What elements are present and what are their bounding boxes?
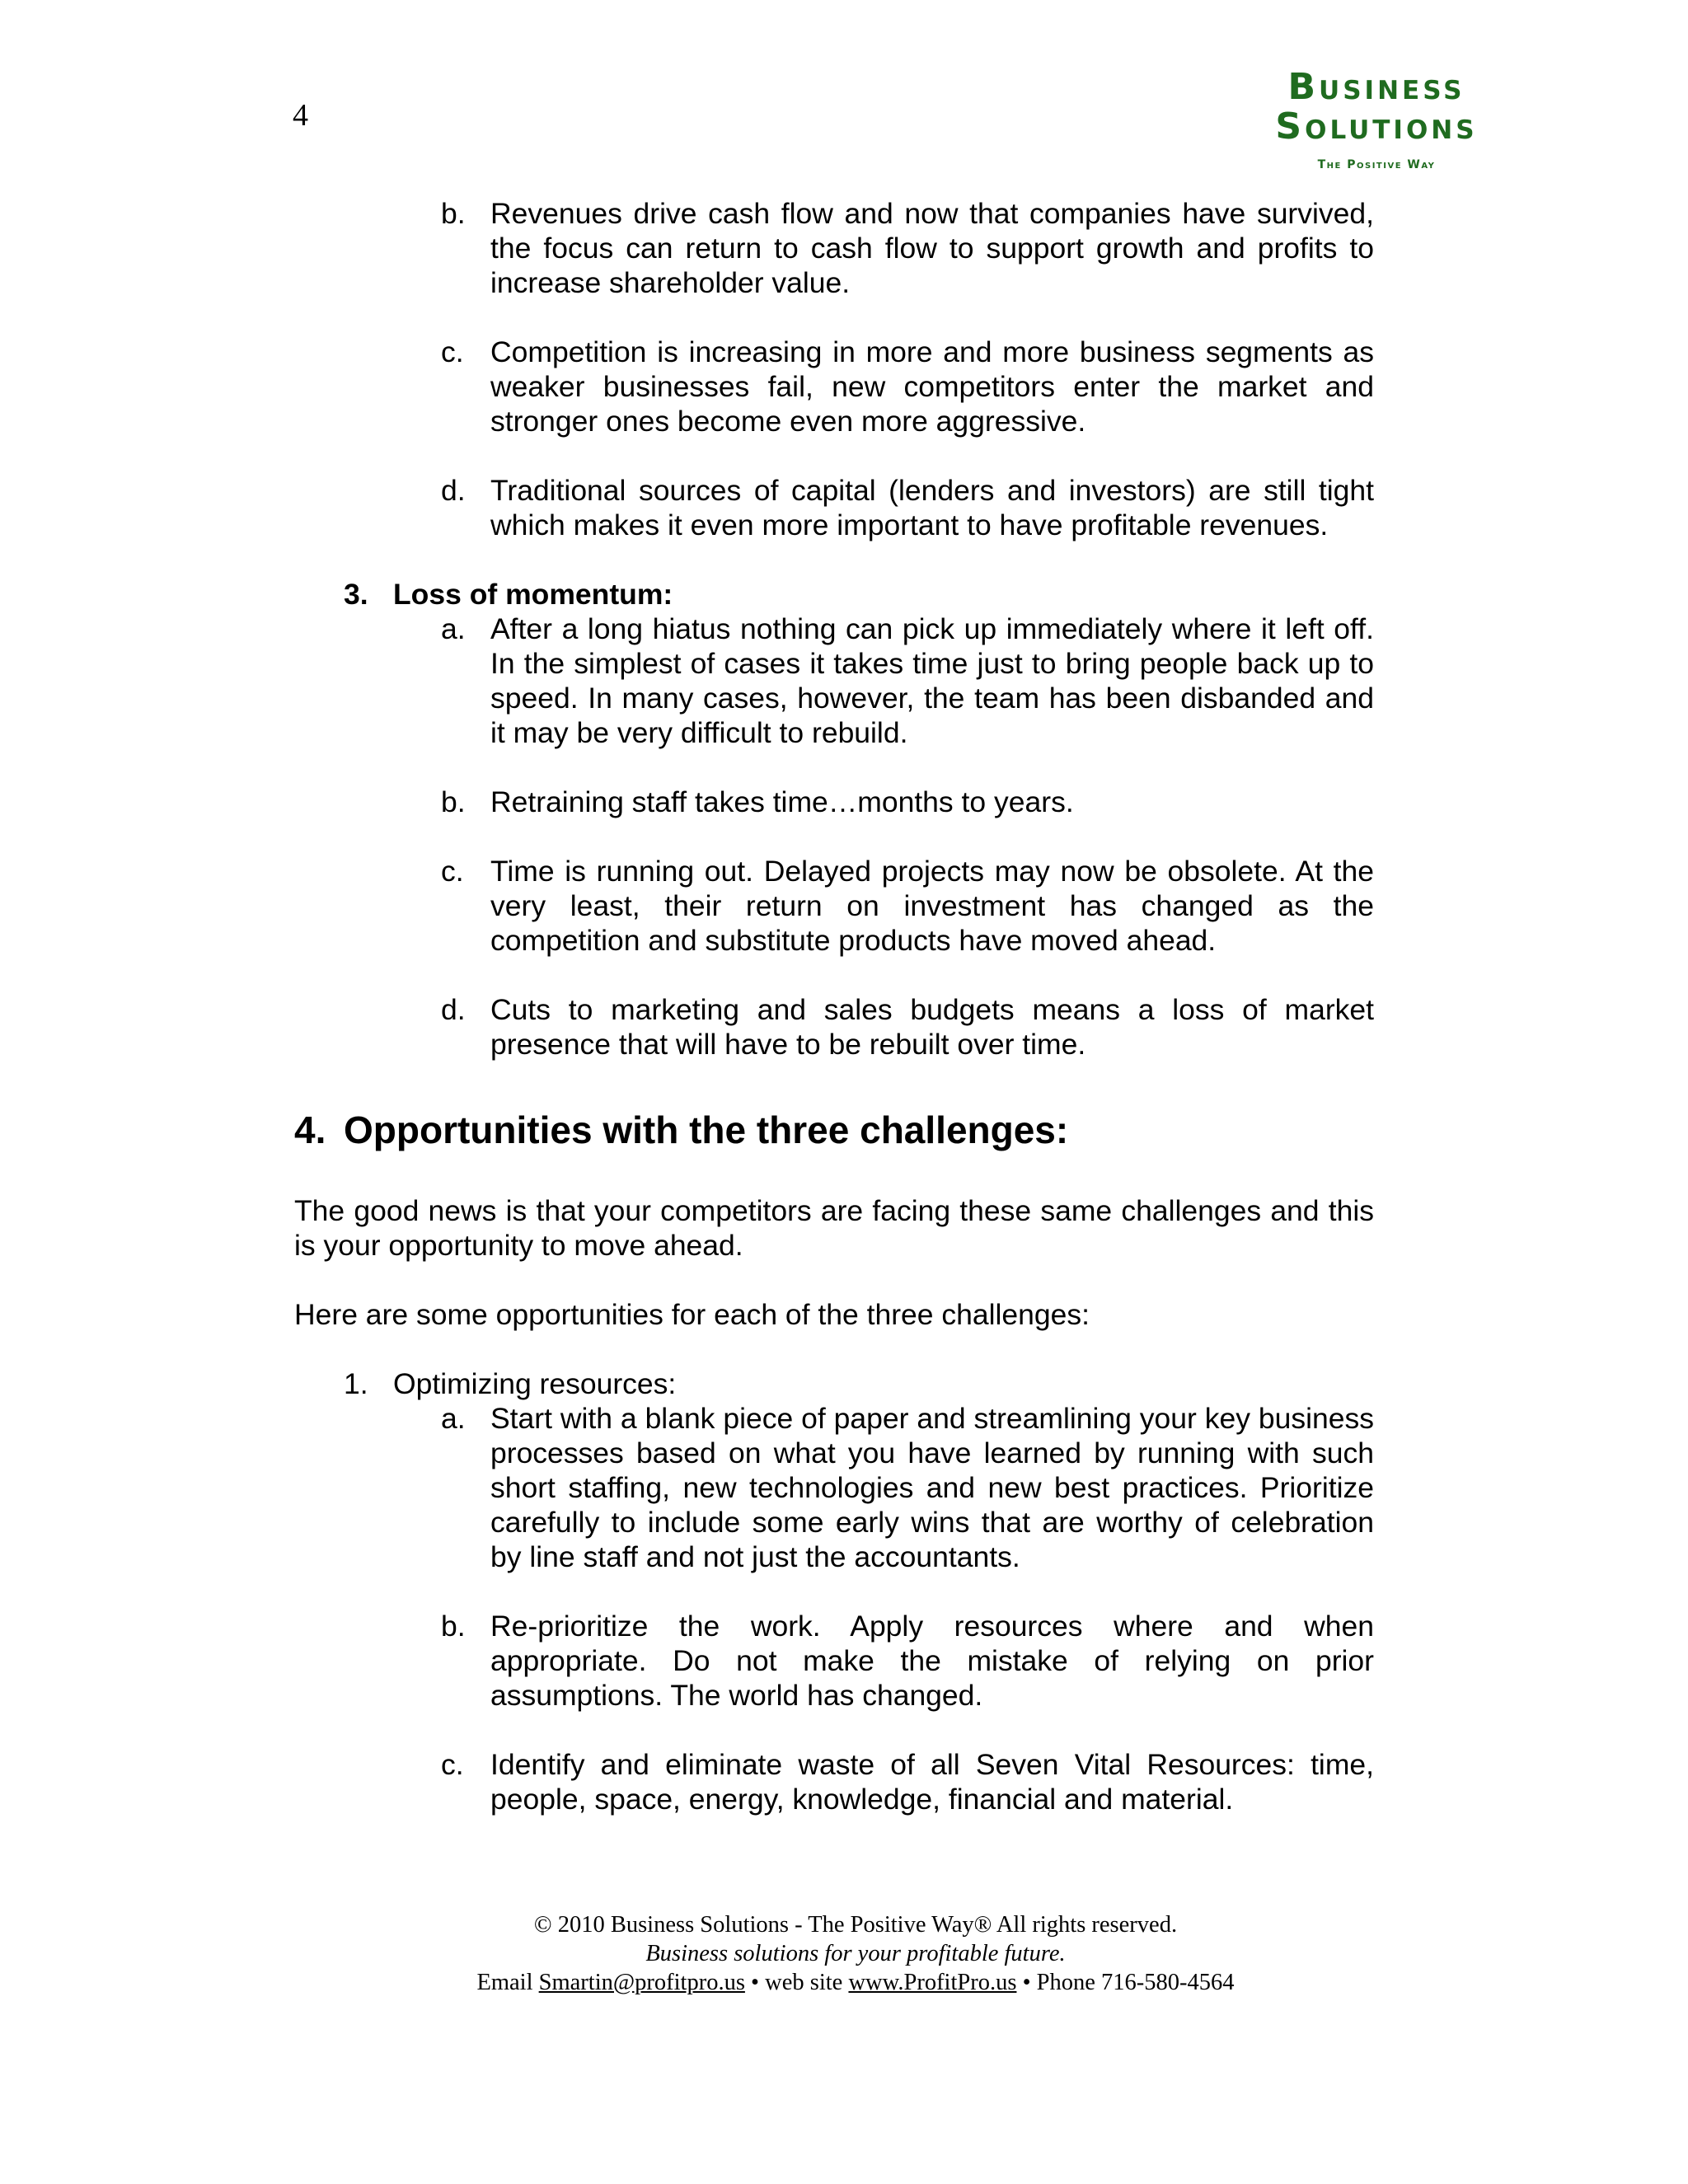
list-title: Optimizing resources: bbox=[393, 1367, 677, 1400]
top-list bbox=[294, 196, 1374, 542]
item-label: d. bbox=[441, 474, 466, 507]
section3-number: 3. bbox=[344, 578, 368, 611]
section4-title: Opportunities with the three challenges: bbox=[344, 1108, 1069, 1151]
business-solutions-logo bbox=[1261, 68, 1492, 171]
page-number: 4 bbox=[293, 98, 308, 133]
page-footer bbox=[0, 1910, 1688, 1997]
list-item bbox=[441, 992, 1374, 1062]
list-item bbox=[441, 1401, 1374, 1574]
email-label: Email bbox=[476, 1970, 539, 1995]
opportunity-list bbox=[294, 1401, 1374, 1816]
item-label: a. bbox=[441, 612, 466, 645]
list-item bbox=[441, 196, 1374, 300]
item-text: Competition is increasing in more and more business segments as weaker businesses fail, new competitors enter the market and stronger ones become even more aggressive. bbox=[490, 335, 1374, 438]
logo-line1: Business bbox=[1287, 66, 1465, 108]
section4-number: 4. bbox=[294, 1108, 326, 1151]
list-item bbox=[441, 854, 1374, 958]
item-label: c. bbox=[441, 1748, 464, 1781]
website-link[interactable]: www.ProfitPro.us bbox=[848, 1970, 1017, 1995]
section3-list bbox=[294, 612, 1374, 1062]
item-label: b. bbox=[441, 1610, 466, 1643]
item-text: Traditional sources of capital (lenders and investors) are still tight which makes it even more important to have profitable revenues. bbox=[490, 474, 1374, 541]
item-text: Revenues drive cash flow and now that companies have survived, the focus can return to cash flow to support growth and profits to increase shareholder value. bbox=[490, 197, 1374, 299]
list-item bbox=[441, 473, 1374, 542]
item-text: Cuts to marketing and sales budgets means a loss of market presence that will have to be rebuilt over time. bbox=[490, 993, 1374, 1061]
web-label: • web site bbox=[744, 1970, 849, 1995]
footer-tagline: Business solutions for your profitable future. bbox=[645, 1941, 1066, 1966]
item-text: Re-prioritize the work. Apply resources where and when appropriate. Do not make the mistake of relying on prior assumptions. The world has changed. bbox=[490, 1610, 1374, 1712]
list-item bbox=[441, 612, 1374, 750]
paragraph: Here are some opportunities for each of the three challenges: bbox=[294, 1298, 1090, 1331]
list-number: 1. bbox=[344, 1367, 368, 1400]
phone-text: • Phone 716-580-4564 bbox=[1016, 1970, 1235, 1995]
logo-tagline: The Positive Way bbox=[1317, 158, 1436, 171]
item-text: Retraining staff takes time…months to years. bbox=[490, 785, 1074, 818]
footer-contact bbox=[12, 1968, 1688, 1997]
paragraph: The good news is that your competitors are facing these same challenges and this is your opportunity to move ahead. bbox=[294, 1194, 1374, 1262]
list-item bbox=[441, 1747, 1374, 1816]
item-label: b. bbox=[441, 785, 466, 818]
list-item bbox=[441, 1609, 1374, 1713]
document-body bbox=[294, 196, 1374, 1816]
email-link[interactable]: Smartin@profitpro.us bbox=[538, 1970, 745, 1995]
list-item bbox=[441, 335, 1374, 438]
section3-title: Loss of momentum: bbox=[393, 578, 673, 611]
item-text: Time is running out. Delayed projects may now be obsolete. At the very least, their return on investment has changed as the competition and substitute products have moved ahead. bbox=[490, 855, 1374, 957]
item-text: After a long hiatus nothing can pick up immediately where it left off. In the simplest of cases it takes time just to bring people back up to speed. In many cases, however, the team has been disbanded and it may be very difficult to rebuild. bbox=[490, 612, 1374, 749]
section4-heading bbox=[294, 1108, 1374, 1152]
item-label: c. bbox=[441, 855, 464, 888]
item-text: Start with a blank piece of paper and streamlining your key business processes based on what you have learned by running with such short staffing, new technologies and new best practices. Prioritize carefully to include some early wins that are worthy of celebration by line staff and not just the accountants. bbox=[490, 1402, 1374, 1573]
logo-line2: Solutions bbox=[1275, 105, 1478, 148]
item-label: b. bbox=[441, 197, 466, 230]
section3-heading bbox=[294, 577, 1374, 612]
list-item bbox=[441, 785, 1374, 819]
item-text: Identify and eliminate waste of all Seven Vital Resources: time, people, space, energy, knowledge, financial and material. bbox=[490, 1748, 1374, 1816]
item-label: a. bbox=[441, 1402, 466, 1435]
item-label: c. bbox=[441, 335, 464, 368]
footer-copyright: © 2010 Business Solutions - The Positive Way® All rights reserved. bbox=[533, 1912, 1178, 1938]
opportunity-list-heading bbox=[294, 1366, 1374, 1401]
item-label: d. bbox=[441, 993, 466, 1026]
